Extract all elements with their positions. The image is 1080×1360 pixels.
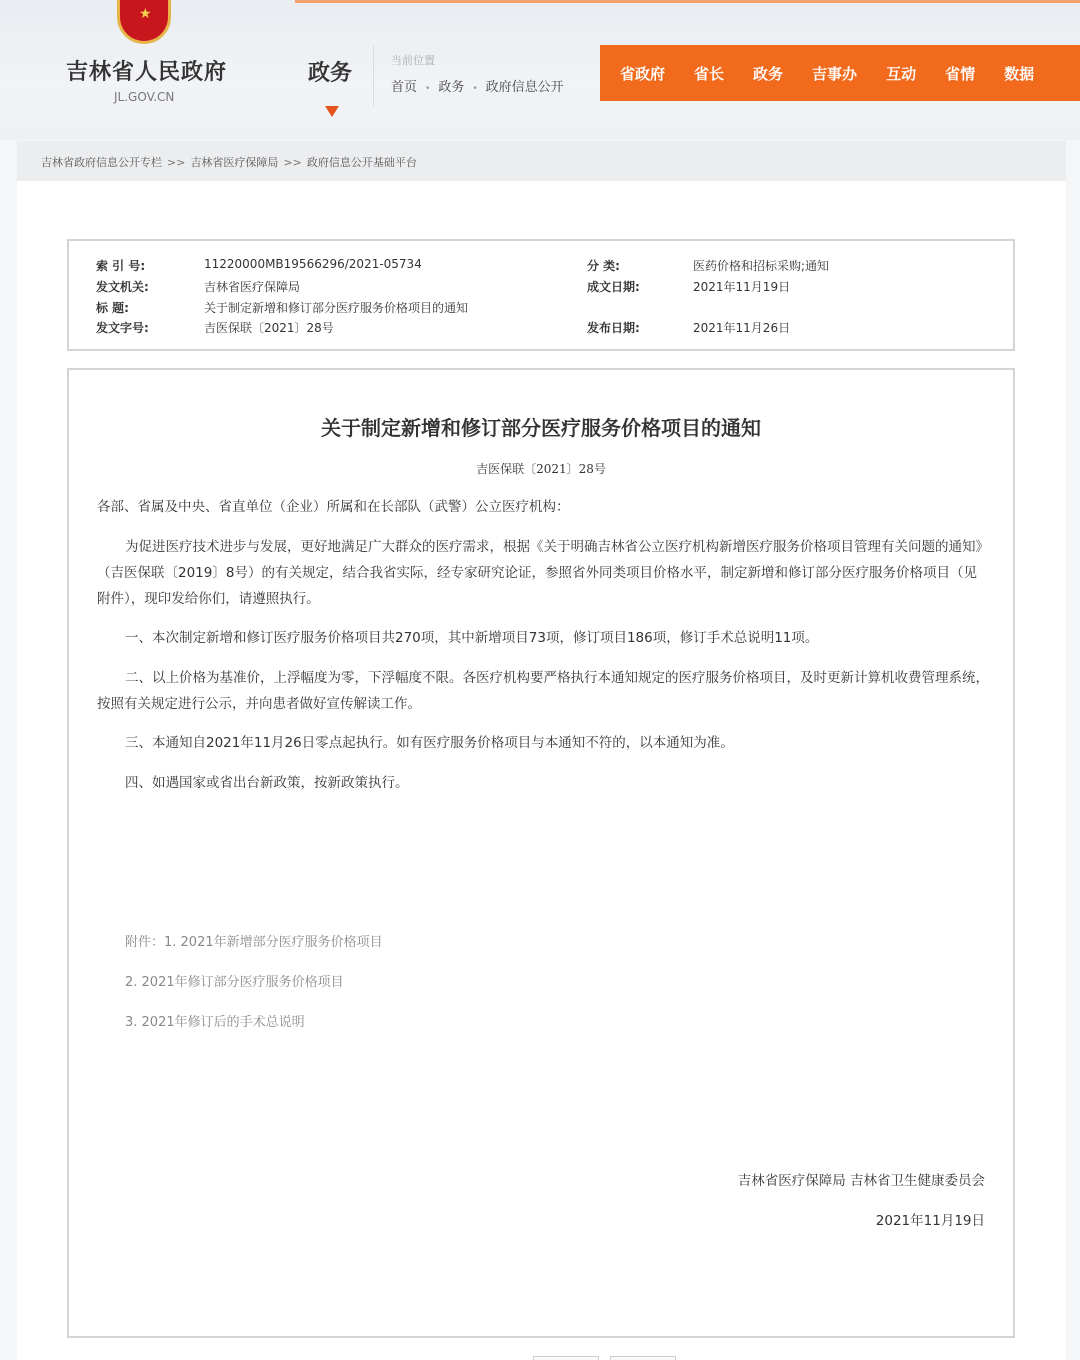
caret-down-icon: [325, 106, 339, 117]
location-crumb-home[interactable]: 首页: [391, 80, 418, 95]
site-domain: JL.GOV.CN: [114, 90, 175, 104]
document-date: 2021年11月19日: [875, 1213, 985, 1229]
nav-item-province-gov[interactable]: 省政府: [620, 64, 666, 83]
nav-item-data[interactable]: 数据: [1004, 64, 1035, 83]
document-paragraph: 一、本次制定新增和修订医疗服务价格项目共270项，其中新增项目73项，修订项目186项，修订手术总说明11项。: [125, 630, 819, 646]
meta-issuer-value: 吉林省医疗保障局: [204, 280, 301, 294]
header-accent-line: [295, 0, 1080, 3]
meta-title-value: 关于制定新增和修订部分医疗服务价格项目的通知: [204, 301, 469, 315]
meta-category-value: 医药价格和招标采购;通知: [693, 259, 830, 273]
breadcrumb-item[interactable]: 吉林省医疗保障局: [190, 156, 279, 169]
section-title: 政务: [308, 61, 353, 86]
national-emblem-icon: ★: [117, 0, 171, 44]
meta-issuer-label: 发文机关:: [96, 280, 149, 294]
meta-index-label: 索 引 号:: [96, 259, 146, 273]
meta-docno-value: 吉医保联〔2021〕28号: [204, 321, 334, 335]
meta-title-label: 标 题:: [96, 301, 129, 315]
meta-published-value: 2021年11月26日: [693, 321, 791, 335]
meta-index-value: 11220000MB19566296/2021-05734: [204, 257, 422, 271]
document-paragraph: 三、本通知自2021年11月26日零点起执行。如有医疗服务价格项目与本通知不符的，以本通知为准。: [125, 735, 734, 751]
document-number: 吉医保联〔2021〕28号: [476, 462, 606, 476]
location-crumb-affairs[interactable]: 政务: [438, 80, 465, 95]
site-name[interactable]: 吉林省人民政府: [66, 60, 228, 85]
meta-published-label: 发布日期:: [587, 321, 640, 335]
breadcrumb-item[interactable]: 政府信息公开基础平台: [306, 156, 417, 169]
document-paragraph: 为促进医疗技术进步与发展，更好地满足广大群众的医疗需求，根据《关于明确吉林省公立医疗机构新增医疗服务价格项目管理有关问题的通知》（吉医保联〔2019〕8号）的有关规定，结合我省实际，经专家研究论证，参照省外同类项目价格水平，制定新增和修订部分医疗服务价格项目（见附件），现印发给你们，请遵照执行。: [97, 539, 989, 607]
nav-item-governor[interactable]: 省长: [694, 64, 725, 83]
document-title: 关于制定新增和修订部分医疗服务价格项目的通知: [321, 416, 761, 440]
crumb-separator: •: [425, 84, 431, 94]
meta-category-label: 分 类:: [587, 259, 620, 273]
nav-item-jishiban[interactable]: 吉事办: [812, 64, 858, 83]
meta-created-label: 成文日期:: [587, 280, 640, 294]
divider: [373, 46, 374, 106]
meta-created-value: 2021年11月19日: [693, 280, 791, 294]
breadcrumb-separator: >>: [167, 156, 186, 169]
breadcrumb: [17, 141, 1066, 181]
crumb-separator: •: [472, 84, 478, 94]
nav-item-interaction[interactable]: 互动: [886, 64, 917, 83]
attachment-link[interactable]: 2. 2021年修订部分医疗服务价格项目: [125, 975, 344, 990]
attachment-link[interactable]: 附件：1. 2021年新增部分医疗服务价格项目: [125, 935, 383, 950]
document-body: [67, 368, 1015, 1338]
site-header: [0, 0, 1080, 140]
location-crumb-disclosure[interactable]: 政府信息公开: [485, 80, 564, 95]
main-nav: [600, 45, 1080, 101]
attachment-link[interactable]: 3. 2021年修订后的手术总说明: [125, 1015, 305, 1030]
document-meta-table: [67, 239, 1015, 351]
meta-docno-label: 发文字号:: [96, 321, 149, 335]
nav-item-province-info[interactable]: 省情: [945, 64, 976, 83]
location-crumbs: [391, 76, 564, 95]
location-label: 当前位置: [391, 54, 435, 67]
breadcrumb-separator: >>: [283, 156, 302, 169]
document-signatories: 吉林省医疗保障局 吉林省卫生健康委员会: [737, 1173, 985, 1189]
breadcrumb-item[interactable]: 吉林省政府信息公开专栏: [41, 156, 162, 169]
bottom-button[interactable]: [610, 1356, 676, 1360]
nav-item-affairs[interactable]: 政务: [753, 64, 784, 83]
document-paragraph: 二、以上价格为基准价，上浮幅度为零，下浮幅度不限。各医疗机构要严格执行本通知规定的医疗服务价格项目，及时更新计算机收费管理系统，按照有关规定进行公示，并向患者做好宣传解读工作。: [97, 670, 989, 712]
bottom-button[interactable]: [533, 1356, 599, 1360]
document-paragraph: 四、如遇国家或省出台新政策，按新政策执行。: [125, 775, 409, 791]
document-salutation: 各部、省属及中央、省直单位（企业）所属和在长部队（武警）公立医疗机构：: [97, 499, 570, 515]
